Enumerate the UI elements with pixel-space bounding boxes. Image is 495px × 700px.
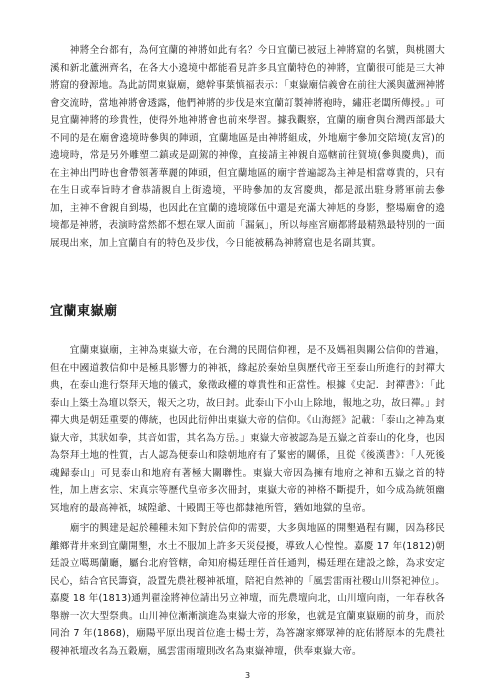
section-heading: 宜蘭東嶽廟 — [50, 304, 118, 319]
paragraph-shenjiang-intro: 神將全台都有，為何宜蘭的神將如此有名？今日宜蘭已被冠上神將窟的名號，與桃園大溪和新北蘆洲齊名，在各大小遶境中都能看見許多具宜蘭特色的神將，宜蘭很可能是三大神將窟的發源地。為此訪問東嶽廟，總幹事葉慎福表示：「東嶽廟信義會在前往大溪與蘆洲神將會交流時，當地神將會透露，他們神將的步伐是來宜蘭訂製神將袍時，繡莊老闆所傳授。」可見宜蘭神將的珍貴性，使得外地神將會也前來學習。據我觀察，宜蘭的廟會與台灣西部最大不同的是在廟會遶境時參與的陣頭，宜蘭地區是由神將組成，外地廟宇參加交陪境(友宮)的遶境時，常是另外雕塑二鎮或是副駕的神像，直接請主神親自巡轄前往賀境(參與慶典)，而在主神出門時也會帶領著華麗的陣頭，但宜蘭地區的廟宇普遍認為主神是相當尊貴的，只有在生日或奉旨時才會恭請親自上街遶境，平時參加的友宮慶典，都是派出駐身將軍前去參加，主神不會親自到場，也因此在宜蘭的遶境隊伍中還是充滿大神尪的身影，整場廟會的遶境都是神將，表演時當然都不想在眾人面前「漏氣」，所以每座宮廟都將最精熟最特別的一面展現出來，加上宜蘭自有的特色及步伐，今日能被稱為神將窟也是名副其實。 — [50, 45, 445, 249]
paragraph-temple-history: 廟宇的興建是起於種種未知下對於信仰的需要，大多與地區的開墾過程有關，因為移民離鄉背井來到宜蘭開墾，水土不服加上許多天災侵擾，導致人心惶惶。嘉慶 17 年(1812)朝廷設立噶瑪蘭廳，屬台北府管轄，命知府楊廷理任首任通判，楊廷理在建設之餘，為求安定民心，結合官民籌資，設置先農社稷神祇壇，陪祀自然神的「風雲雷雨社稷山川祭祀神位」。嘉慶 18 年(1813)通判翟淦將神位請出另立神壇，而先農壇向北，山川壇向南，一年春秋各舉辦一次大型祭典。山川神位漸漸演進為東嶽大帝的形象，也就是宜蘭東嶽廟的前身，而於同治 7 年(1868)，廟陽平原出現首位進士楊士芳，為答謝家鄉眾神的庇佑將原本的先農社稷神祇壇改名為五穀廟，風雲雷雨壇則改名為東嶽神壇，供奉東嶽大帝。 — [50, 523, 445, 657]
page-number: 3 — [244, 671, 251, 680]
paragraph-dongyue-origin: 宜蘭東嶽廟，主神為東嶽大帝，在台灣的民間信仰裡，是不及媽祖與關公信仰的普遍，但在中國道教信仰中是極具影響力的神祇，緣起於秦始皇與歷代帝王至泰山所進行的封禪大典，在泰山進行祭拜天地的儀式，象徵政權的尊貴性和正當性。根據《史記．封禪書》：「此泰山上築土為壇以祭天，報天之功，故曰封。此泰山下小山上除地，報地之功，故曰禪。」封禪大典是朝廷重要的傳統，也因此衍伸出東嶽大帝的信仰。《山海經》記載：「泰山之神為東嶽大帝，其狀如拳，其音如雷，其名為方岳。」東嶽大帝被認為是五嶽之首泰山的化身，也因為祭拜土地的性質，古人認為便泰山和陰朝地府有了緊密的關係，且從《後漢書》：「人死後魂歸泰山」可見泰山和地府有著極大關聯性。東嶽大帝因為擁有地府之神和五嶽之首的特性，加上唐玄宗、宋真宗等歷代皇帝多次冊封，東嶽大帝的神格不斷提升，如今成為統領幽冥地府的最高神祇，城隍爺、十殿閻王等也都隸祂所管，猶如地獄的皇帝。 — [50, 345, 445, 514]
